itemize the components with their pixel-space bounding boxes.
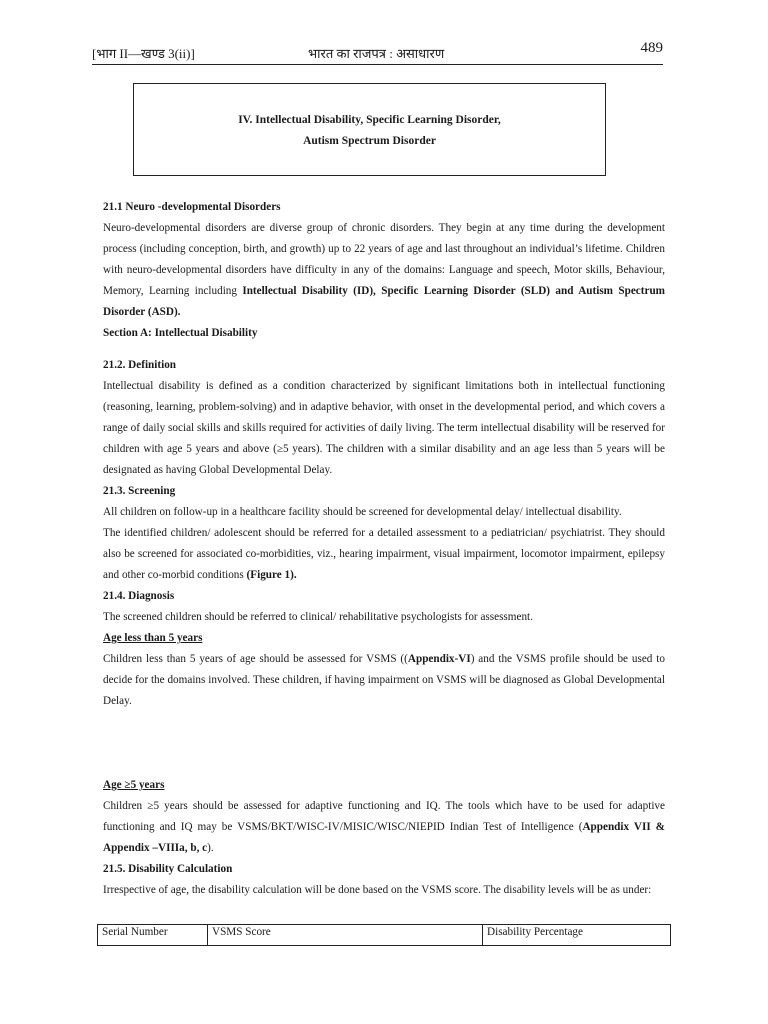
paragraph-age-5-plus-text-a: Children ≥5 years should be assessed for adaptive functioning and IQ. The tools which have to be used for adaptive functioning and IQ may be VSMS/BKT/WISC-IV/MISIC/WISC/NIEPID Indian Test of Intelligence ( <box>103 800 665 833</box>
section-heading-21-2: 21.2. Definition <box>103 359 177 371</box>
paragraph-21-4: The screened children should be referred to clinical/ rehabilitative psychologists for assessment. <box>103 611 533 623</box>
appendix-vi-reference: Appendix-VI <box>407 653 471 665</box>
paragraph-21-3-b-text: The identified children/ adolescent should be referred for a detailed assessment to a pediatrician/ psychiatrist. They should also be screened for associated co-morbidities, viz., hearing impairment, visual impairment, locomotor impairment, epilepsy and other co-morbid conditions <box>103 527 665 581</box>
paragraph-age-less-5-text-a: Children less than 5 years of age should be assessed for VSMS (( <box>103 653 408 665</box>
header-gazette-title: भारत का राजपत्र : असाधारण <box>308 46 445 61</box>
appendix-vii-reference: Appendix VII & Appendix –VIIIa, b, c <box>103 821 665 854</box>
paragraph-21-3-b <box>103 523 665 586</box>
section-heading-21-1: 21.1 Neuro -developmental Disorders <box>103 201 281 213</box>
chapter-title-line1: IV. Intellectual Disability, Specific Learning Disorder, <box>238 114 501 126</box>
figure-reference: (Figure 1). <box>246 569 297 581</box>
disability-table <box>97 924 671 946</box>
chapter-title-line2: Autism Spectrum Disorder <box>303 135 436 147</box>
paragraph-age-less-5 <box>103 649 665 712</box>
paragraph-age-5-plus-text-b: ). <box>207 842 214 854</box>
section-heading-21-3: 21.3. Screening <box>103 485 176 497</box>
page-header <box>92 40 663 65</box>
section-heading-21-4: 21.4. Diagnosis <box>103 590 175 602</box>
chapter-title-box <box>133 83 606 176</box>
section-a-heading: Section A: Intellectual Disability <box>103 327 258 339</box>
header-part-section: [भाग II—खण्ड 3(ii)] <box>92 46 195 61</box>
paragraph-21-2: Intellectual disability is defined as a condition characterized by significant limitations both in intellectual functioning (reasoning, learning, problem-solving) and in adaptive behavior, with onset in the developmental period, and which covers a range of daily social skills and skills required for activities of daily living. The term intellectual disability will be reserved for children with age 5 years and above (≥5 years). The children with a similar disability and an age less than 5 years will be designated as having Global Developmental Delay. <box>103 380 665 476</box>
subheading-age-less-5: Age less than 5 years <box>103 632 203 644</box>
section-heading-21-5: 21.5. Disability Calculation <box>103 863 233 875</box>
paragraph-age-less-5-text-b: ) and the VSMS profile should be used to decide for the domains involved. These children, if having impairment on VSMS will be diagnosed as Global Developmental Delay. <box>103 653 665 707</box>
table-header-serial-number: Serial Number <box>98 925 208 946</box>
document-body <box>103 197 665 901</box>
paragraph-21-1 <box>103 218 665 323</box>
paragraph-21-5: Irrespective of age, the disability calculation will be done based on the VSMS score. The disability levels will be as under: <box>103 884 652 896</box>
table-header-row <box>98 925 671 946</box>
table-header-disability-percentage: Disability Percentage <box>483 925 671 946</box>
paragraph-age-5-plus <box>103 796 665 859</box>
paragraph-21-1-text: Neuro-developmental disorders are diverse group of chronic disorders. They begin at any time during the development process (including conception, birth, and growth) up to 22 years of age and last throughout an individual’s lifetime. Children with neuro-developmental disorders have difficulty in any of the domains: Language and speech, Motor skills, Behaviour, Memory, Learning including <box>103 222 665 297</box>
paragraph-21-3-a: All children on follow-up in a healthcare facility should be screened for developmental delay/ intellectual disability. <box>103 506 622 518</box>
subheading-age-5-plus: Age ≥5 years <box>103 779 165 791</box>
paragraph-21-1-bold: Intellectual Disability (ID), Specific Learning Disorder (SLD) and Autism Spectrum Disorder (ASD). <box>103 285 665 318</box>
table-header-vsms-score: VSMS Score <box>208 925 483 946</box>
page-number: 489 <box>640 40 663 56</box>
